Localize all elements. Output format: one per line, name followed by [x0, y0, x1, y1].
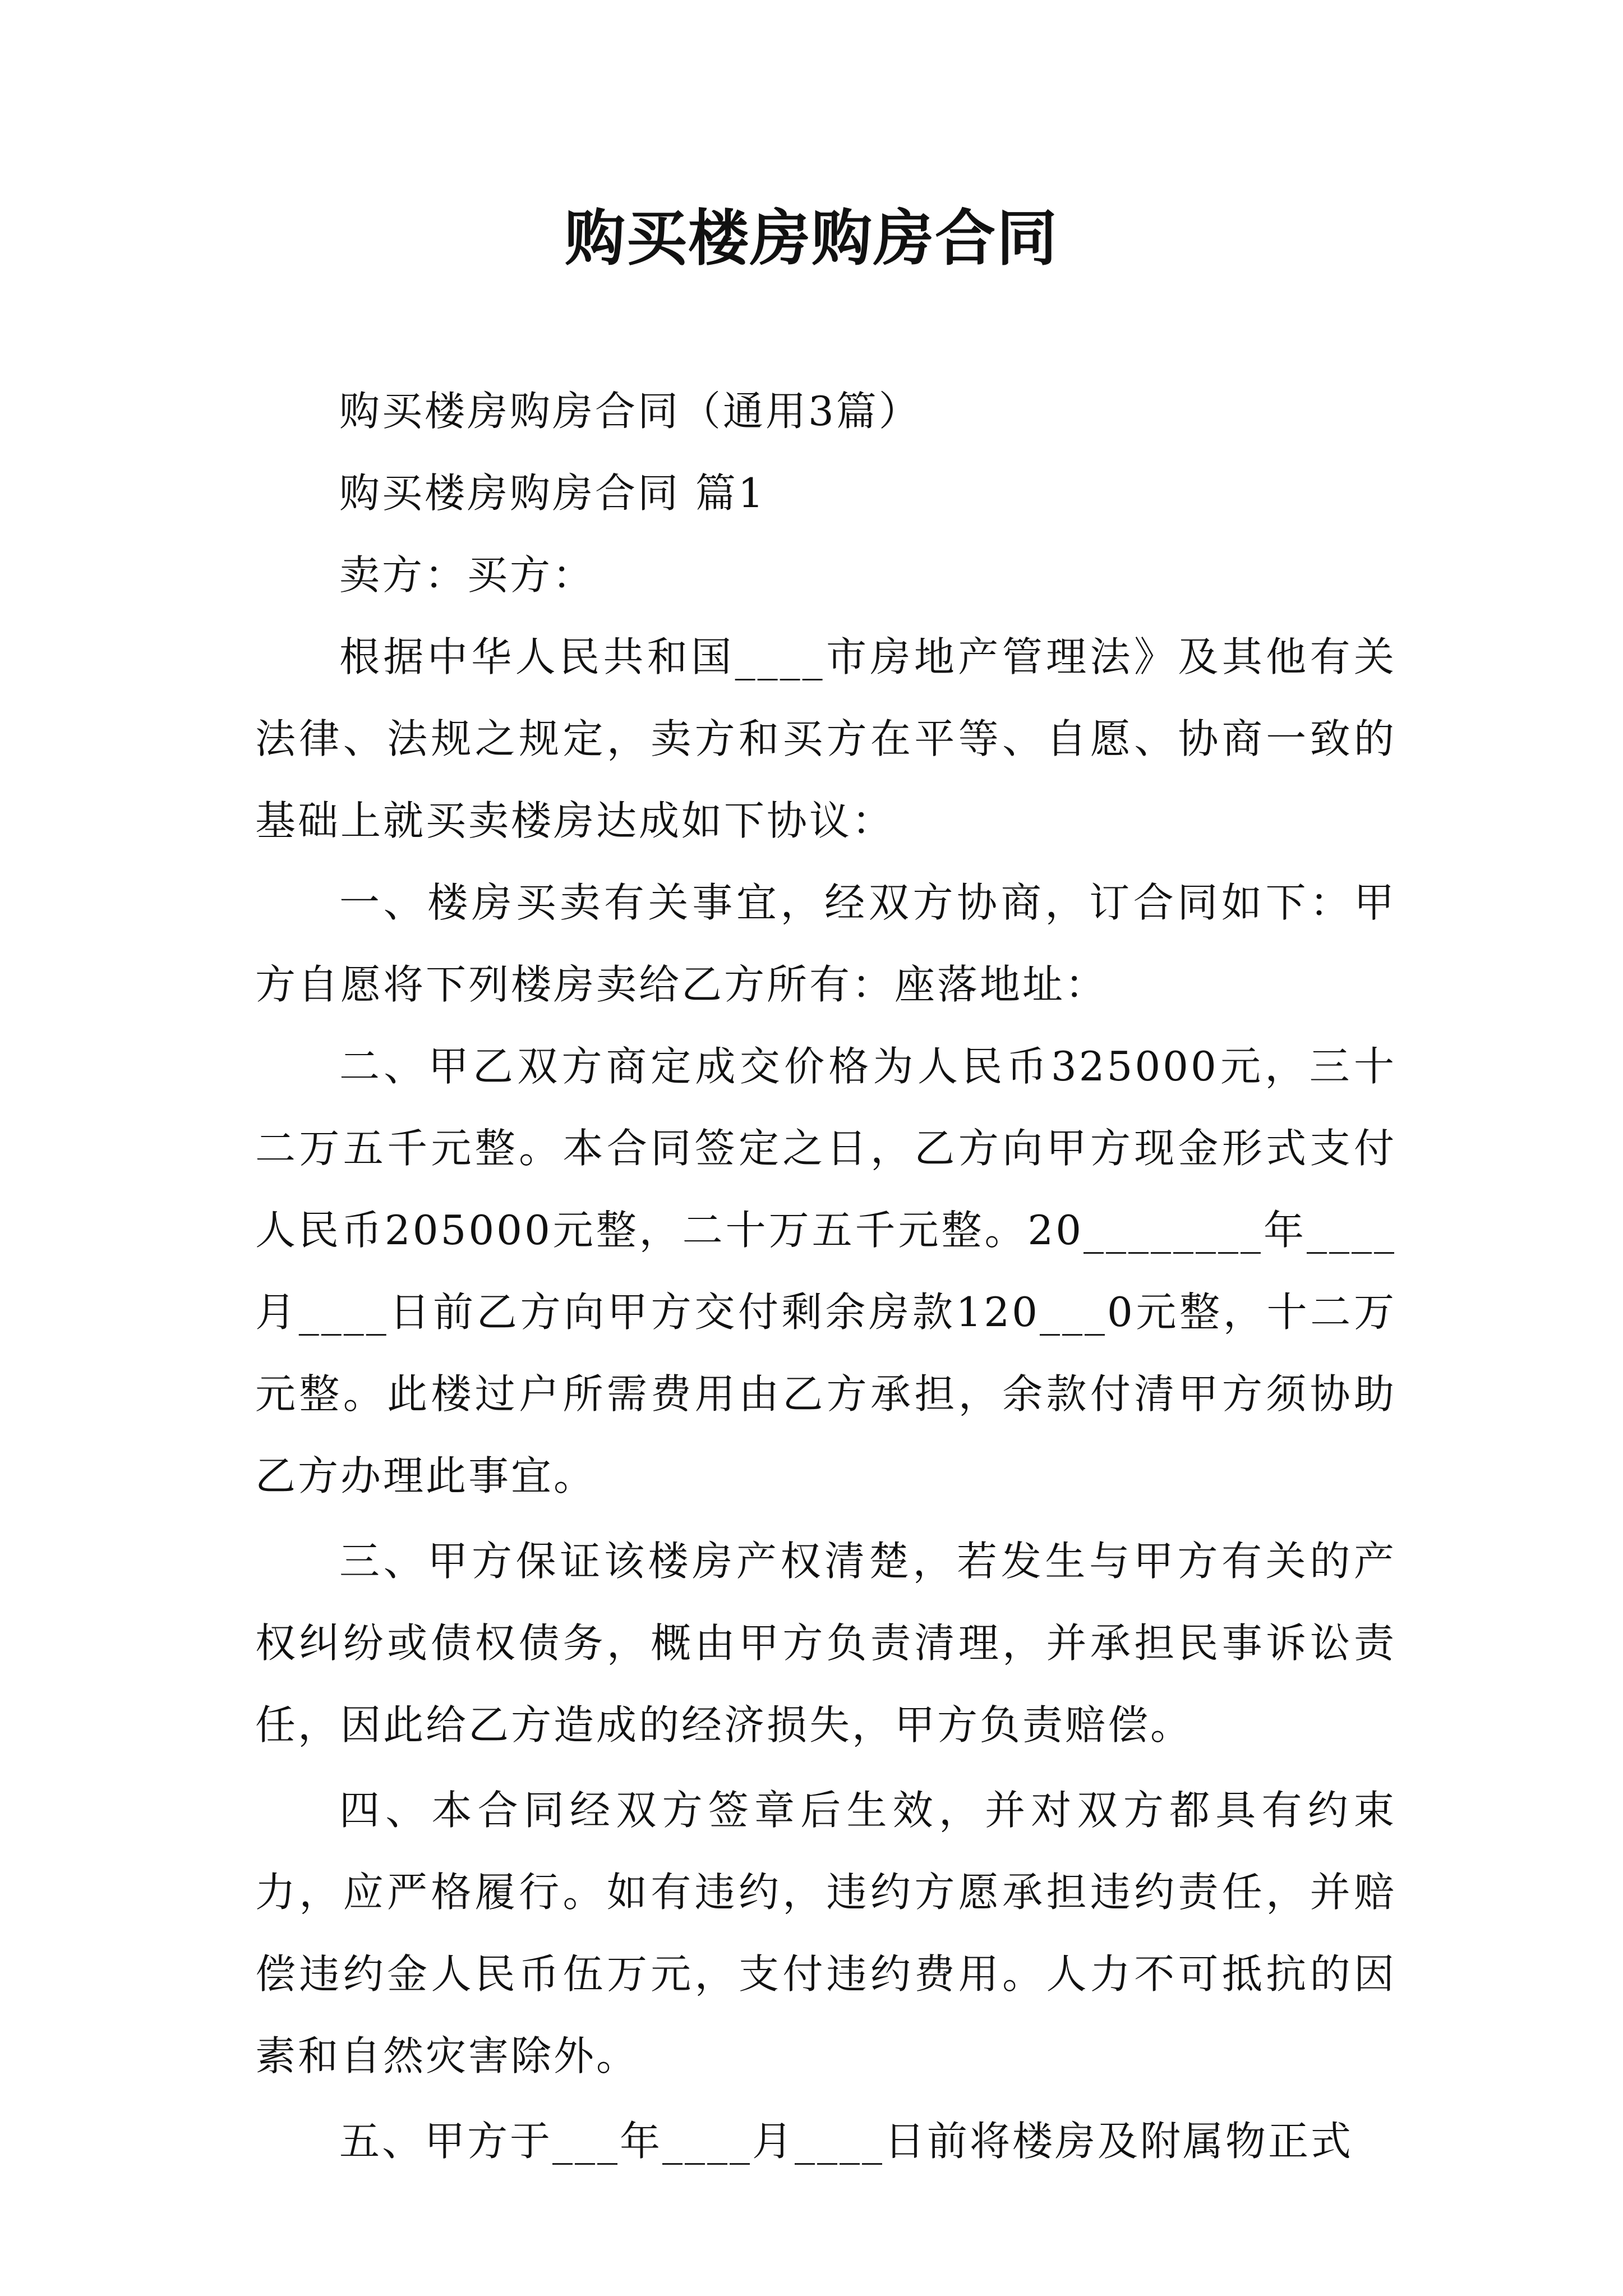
paragraph-clause-1: 一、楼房买卖有关事宜，经双方协商，订合同如下：甲方自愿将下列楼房卖给乙方所有：座落地址： — [255, 879, 1396, 1008]
paragraph-preamble: 根据中华人民共和国____市房地产管理法》及其他有关法律、法规之规定，卖方和买方在平等、自愿、协商一致的基础上就买卖楼房达成如下协议： — [255, 633, 1396, 844]
document-body — [255, 370, 1396, 2182]
paragraph-subtitle: 购买楼房购房合同（通用3篇） — [339, 388, 921, 435]
paragraph-clause-5: 五、甲方于___年____月____日前将楼房及附属物正式 — [339, 2118, 1354, 2165]
paragraph-parties: 卖方：买方： — [339, 551, 596, 599]
document-title: 购买楼房购房合同 — [564, 203, 1058, 274]
paragraph-clause-2: 二、甲乙双方商定成交价格为人民币325000元，三十二万五千元整。本合同签定之日，乙方向甲方现金形式支付人民币205000元整，二十万五千元整。20________年____月____日前乙方向甲方交付剩余房款120___0元整，十二万元整。此楼过户所需费用由乙方承担，余款付清甲方须协助乙方办理此事宜。 — [255, 1043, 1396, 1499]
paragraph-clause-4: 四、本合同经双方签章后生效，并对双方都具有约束力，应严格履行。如有违约，违约方愿承担违约责任，并赔偿违约金人民币伍万元，支付违约费用。人力不可抵抗的因素和自然灾害除外。 — [255, 1787, 1396, 2079]
paragraph-clause-3: 三、甲方保证该楼房产权清楚，若发生与甲方有关的产权纠纷或债权债务，概由甲方负责清理，并承担民事诉讼责任，因此给乙方造成的经济损失，甲方负责赔偿。 — [255, 1538, 1396, 1749]
paragraph-section-heading: 购买楼房购房合同 篇1 — [339, 470, 766, 517]
